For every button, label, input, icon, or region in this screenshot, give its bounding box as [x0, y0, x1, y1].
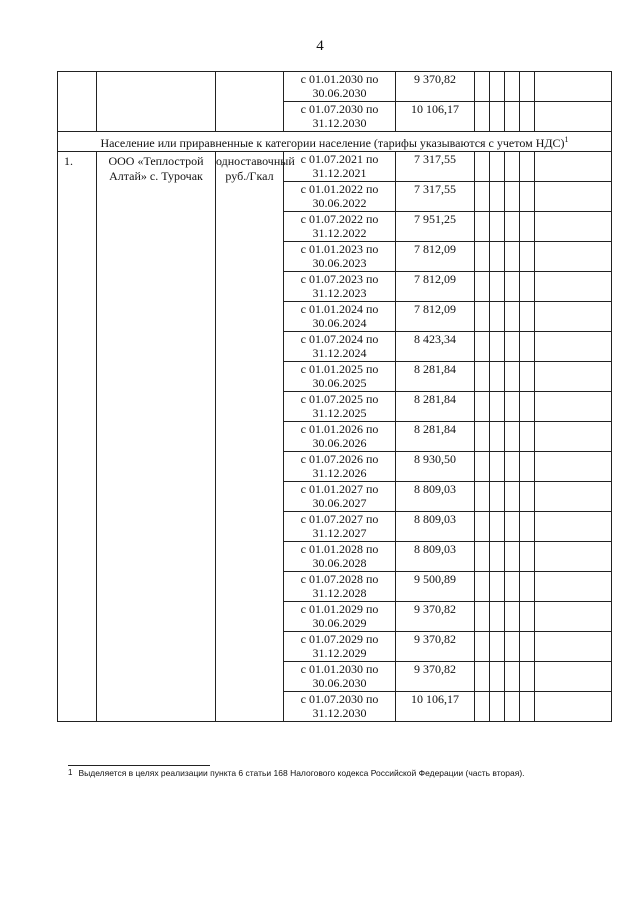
empty-cell	[505, 542, 520, 572]
empty-cell	[490, 482, 505, 512]
empty-cell	[475, 152, 490, 182]
empty-cell	[490, 512, 505, 542]
empty-cell	[490, 542, 505, 572]
empty-cell	[490, 662, 505, 692]
period-cell: с 01.07.2024 по 31.12.2024	[284, 332, 396, 362]
empty-cell	[490, 602, 505, 632]
empty-cell	[490, 362, 505, 392]
period-cell: с 01.01.2023 по 30.06.2023	[284, 242, 396, 272]
tariff-value-cell: 9 370,82	[396, 602, 475, 632]
period-cell: с 01.07.2030 по 31.12.2030	[284, 102, 396, 132]
period-cell: с 01.01.2030 по 30.06.2030	[284, 72, 396, 102]
tariff-value-cell: 10 106,17	[396, 102, 475, 132]
empty-cell	[535, 452, 612, 482]
empty-cell	[505, 512, 520, 542]
tariff-value-cell: 8 809,03	[396, 482, 475, 512]
tariff-value-cell: 7 951,25	[396, 212, 475, 242]
empty-cell	[475, 542, 490, 572]
entry-number: 1.	[58, 152, 97, 722]
tariff-value-cell: 9 370,82	[396, 72, 475, 102]
period-cell: с 01.07.2025 по 31.12.2025	[284, 392, 396, 422]
empty-cell	[520, 182, 535, 212]
empty-cell	[475, 602, 490, 632]
section-header	[58, 132, 612, 152]
empty-cell	[535, 332, 612, 362]
empty-cell	[505, 392, 520, 422]
empty-cell	[490, 572, 505, 602]
empty-cell	[535, 692, 612, 722]
empty-cell	[475, 482, 490, 512]
empty-cell	[535, 182, 612, 212]
section-row	[58, 132, 612, 152]
empty-cell	[475, 182, 490, 212]
empty-cell	[505, 272, 520, 302]
empty-cell	[505, 332, 520, 362]
period-cell: с 01.01.2027 по 30.06.2027	[284, 482, 396, 512]
empty-cell	[475, 662, 490, 692]
empty-cell	[490, 392, 505, 422]
empty-cell	[505, 152, 520, 182]
period-cell: с 01.01.2025 по 30.06.2025	[284, 362, 396, 392]
empty-cell	[505, 242, 520, 272]
tariff-value-cell: 9 370,82	[396, 632, 475, 662]
footnote-ref: 1	[564, 135, 569, 144]
empty-cell	[475, 332, 490, 362]
tariff-value-cell: 8 281,84	[396, 422, 475, 452]
empty-cell	[490, 102, 505, 132]
empty-cell	[475, 102, 490, 132]
empty-cell	[535, 542, 612, 572]
empty-cell	[520, 482, 535, 512]
period-cell: с 01.07.2028 по 31.12.2028	[284, 572, 396, 602]
empty-cell	[490, 452, 505, 482]
empty-cell	[520, 272, 535, 302]
empty-cell	[520, 692, 535, 722]
empty-cell	[520, 542, 535, 572]
empty-cell	[475, 692, 490, 722]
empty-cell	[475, 212, 490, 242]
period-cell: с 01.07.2022 по 31.12.2022	[284, 212, 396, 242]
period-cell: с 01.07.2021 по 31.12.2021	[284, 152, 396, 182]
empty-cell	[520, 452, 535, 482]
tariff-value-cell: 9 500,89	[396, 572, 475, 602]
period-cell: с 01.07.2030 по 31.12.2030	[284, 692, 396, 722]
empty-cell	[505, 662, 520, 692]
empty-cell	[475, 512, 490, 542]
empty-cell	[520, 512, 535, 542]
tariff-value-cell: 8 930,50	[396, 452, 475, 482]
empty-cell	[505, 422, 520, 452]
tariff-value-cell: 9 370,82	[396, 662, 475, 692]
empty-cell	[520, 602, 535, 632]
empty-cell	[475, 272, 490, 302]
footnote-text: Выделяется в целях реализации пункта 6 статьи 168 Налогового кодекса Российской Федерации (часть вторая).	[78, 768, 525, 778]
tariff-value-cell: 7 812,09	[396, 272, 475, 302]
empty-cell	[475, 632, 490, 662]
empty-cell	[520, 152, 535, 182]
empty-cell	[475, 242, 490, 272]
tariff-value-cell: 8 809,03	[396, 542, 475, 572]
empty-cell	[520, 632, 535, 662]
footnote	[68, 768, 608, 778]
organization-name: ООО «Теплострой Алтай» с. Турочак	[97, 152, 216, 722]
unit-cell	[216, 72, 284, 132]
empty-cell	[505, 632, 520, 662]
tariff-value-cell: 8 281,84	[396, 392, 475, 422]
empty-cell	[490, 422, 505, 452]
empty-cell	[475, 422, 490, 452]
empty-cell	[535, 242, 612, 272]
tariff-table	[57, 71, 612, 722]
period-cell: с 01.07.2026 по 31.12.2026	[284, 452, 396, 482]
period-cell: с 01.07.2029 по 31.12.2029	[284, 632, 396, 662]
empty-cell	[490, 332, 505, 362]
empty-cell	[520, 332, 535, 362]
empty-cell	[490, 302, 505, 332]
period-cell: с 01.01.2026 по 30.06.2026	[284, 422, 396, 452]
footnote-mark: 1	[68, 768, 73, 777]
empty-cell	[490, 152, 505, 182]
empty-cell	[475, 452, 490, 482]
empty-cell	[475, 362, 490, 392]
empty-cell	[535, 302, 612, 332]
section-header-text: Население или приравненные к категории население (тарифы указываются с учетом НДС)	[100, 136, 565, 150]
period-cell: с 01.01.2024 по 30.06.2024	[284, 302, 396, 332]
empty-cell	[520, 212, 535, 242]
empty-cell	[490, 632, 505, 662]
empty-cell	[490, 242, 505, 272]
period-cell: с 01.01.2028 по 30.06.2028	[284, 542, 396, 572]
tariff-value-cell: 7 812,09	[396, 242, 475, 272]
empty-cell	[520, 102, 535, 132]
empty-cell	[535, 392, 612, 422]
empty-cell	[490, 692, 505, 722]
empty-cell	[535, 632, 612, 662]
table-row	[58, 152, 612, 182]
tariff-unit: одноставочный руб./Гкал	[216, 152, 284, 722]
empty-cell	[505, 572, 520, 602]
organization-cell	[97, 72, 216, 132]
period-cell: с 01.01.2022 по 30.06.2022	[284, 182, 396, 212]
empty-cell	[490, 272, 505, 302]
empty-cell	[505, 692, 520, 722]
empty-cell	[520, 72, 535, 102]
empty-cell	[520, 392, 535, 422]
empty-cell	[475, 572, 490, 602]
empty-cell	[520, 362, 535, 392]
empty-cell	[505, 482, 520, 512]
period-cell: с 01.07.2027 по 31.12.2027	[284, 512, 396, 542]
empty-cell	[535, 152, 612, 182]
page-number: 4	[316, 38, 324, 54]
empty-cell	[535, 512, 612, 542]
empty-cell	[505, 212, 520, 242]
footnote-divider	[68, 765, 210, 766]
empty-cell	[535, 422, 612, 452]
empty-cell	[490, 212, 505, 242]
empty-cell	[520, 662, 535, 692]
period-cell: с 01.01.2029 по 30.06.2029	[284, 602, 396, 632]
empty-cell	[535, 72, 612, 102]
period-cell: с 01.01.2030 по 30.06.2030	[284, 662, 396, 692]
tariff-value-cell: 8 281,84	[396, 362, 475, 392]
empty-cell	[505, 102, 520, 132]
number-cell	[58, 72, 97, 132]
empty-cell	[535, 602, 612, 632]
tariff-value-cell: 10 106,17	[396, 692, 475, 722]
tariff-value-cell: 8 809,03	[396, 512, 475, 542]
empty-cell	[520, 302, 535, 332]
empty-cell	[535, 572, 612, 602]
empty-cell	[490, 72, 505, 102]
empty-cell	[520, 422, 535, 452]
tariff-value-cell: 7 317,55	[396, 152, 475, 182]
tariff-value-cell: 7 317,55	[396, 182, 475, 212]
empty-cell	[535, 272, 612, 302]
empty-cell	[535, 362, 612, 392]
tariff-value-cell: 7 812,09	[396, 302, 475, 332]
empty-cell	[475, 72, 490, 102]
empty-cell	[505, 602, 520, 632]
empty-cell	[535, 482, 612, 512]
empty-cell	[505, 362, 520, 392]
tariff-table-body	[58, 72, 612, 722]
empty-cell	[505, 72, 520, 102]
empty-cell	[505, 302, 520, 332]
tariff-value-cell: 8 423,34	[396, 332, 475, 362]
empty-cell	[535, 212, 612, 242]
empty-cell	[520, 572, 535, 602]
empty-cell	[535, 662, 612, 692]
empty-cell	[505, 182, 520, 212]
empty-cell	[505, 452, 520, 482]
table-row	[58, 72, 612, 102]
period-cell: с 01.07.2023 по 31.12.2023	[284, 272, 396, 302]
empty-cell	[490, 182, 505, 212]
empty-cell	[475, 392, 490, 422]
empty-cell	[475, 302, 490, 332]
empty-cell	[520, 242, 535, 272]
empty-cell	[535, 102, 612, 132]
